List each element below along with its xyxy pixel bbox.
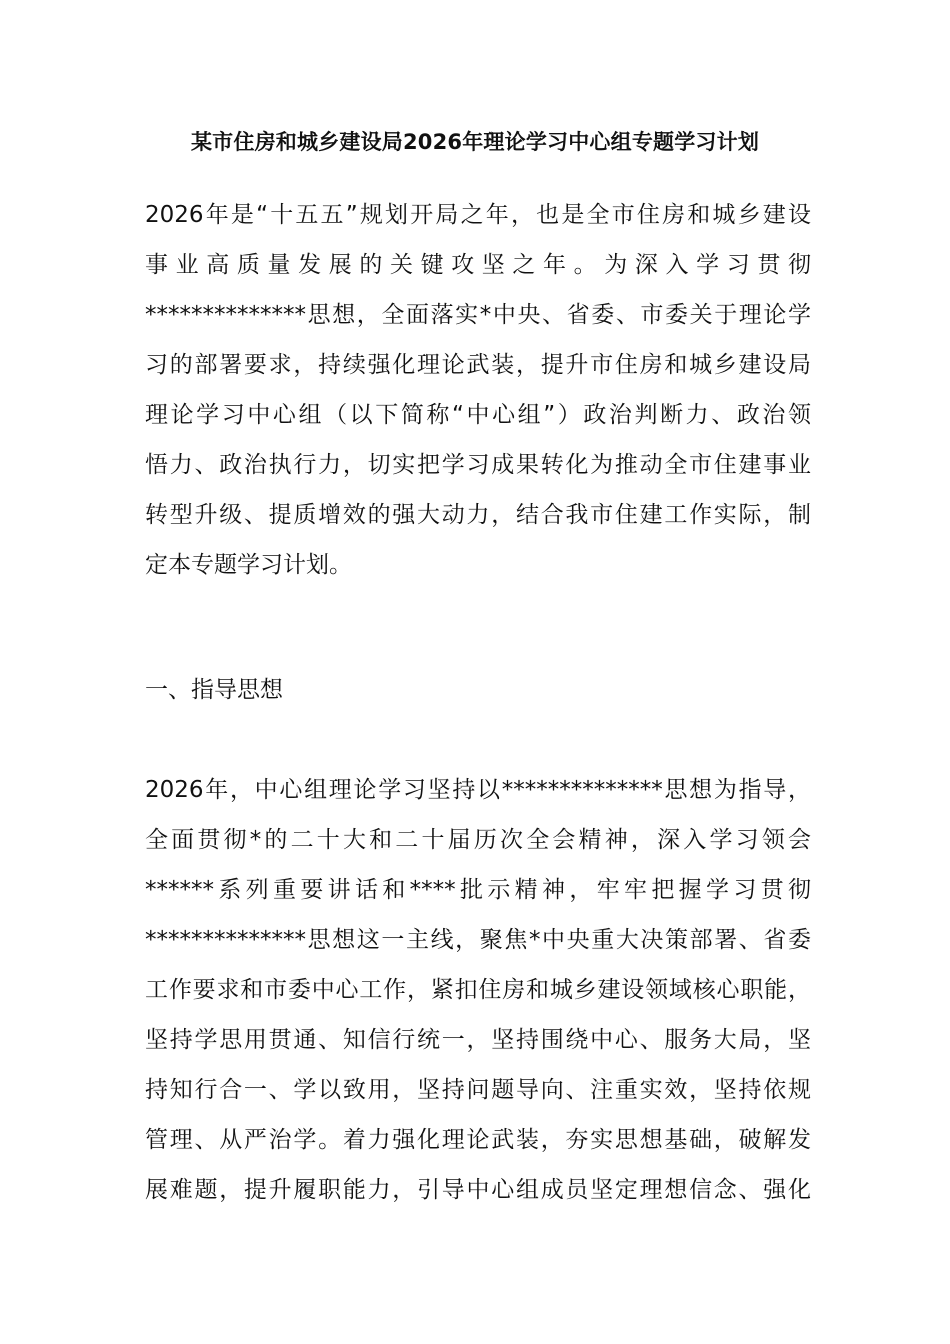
section1-line-5: 工作要求和市委中心工作，紧扣住房和城乡建设领域核心职能，	[145, 977, 811, 1003]
section1-line-1: 2026年，中心组理论学习坚持以**************思想为指导，	[145, 777, 811, 803]
intro-line-3: **************思想，全面落实*中央、省委、市委关于理论学	[145, 302, 811, 328]
intro-line-1: 2026年是“十五五”规划开局之年，也是全市住房和城乡建设	[145, 202, 811, 228]
intro-line-5: 理论学习中心组（以下简称“中心组”）政治判断力、政治领	[145, 402, 811, 428]
intro-line-8: 定本专题学习计划。	[145, 552, 352, 578]
section1-heading: 一、指导思想	[145, 677, 283, 703]
section1-line-2: 全面贯彻*的二十大和二十届历次全会精神，深入学习领会	[145, 827, 811, 853]
intro-line-4: 习的部署要求，持续强化理论武装，提升市住房和城乡建设局	[145, 352, 811, 378]
intro-paragraph	[145, 190, 811, 590]
section1-line-3: ******系列重要讲话和****批示精神，牢牢把握学习贯彻	[145, 877, 811, 903]
section1-line-9: 展难题，提升履职能力，引导中心组成员坚定理想信念、强化	[145, 1177, 811, 1203]
section1-line-4: **************思想这一主线，聚焦*中央重大决策部署、省委	[145, 927, 811, 953]
intro-line-7: 转型升级、提质增效的强大动力，结合我市住建工作实际，制	[145, 502, 811, 528]
section1-line-8: 管理、从严治学。着力强化理论武装，夯实思想基础，破解发	[145, 1127, 811, 1153]
section1-line-6: 坚持学思用贯通、知信行统一，坚持围绕中心、服务大局，坚	[145, 1027, 811, 1053]
intro-line-6: 悟力、政治执行力，切实把学习成果转化为推动全市住建事业	[145, 452, 811, 478]
document-title: 某市住房和城乡建设局2026年理论学习中心组专题学习计划	[190, 130, 760, 154]
section1-line-7: 持知行合一、学以致用，坚持问题导向、注重实效，坚持依规	[145, 1077, 811, 1103]
section-heading	[145, 665, 811, 715]
intro-line-2: 事业高质量发展的关键攻坚之年。为深入学习贯彻	[145, 252, 811, 278]
section1-paragraph	[145, 765, 811, 1215]
